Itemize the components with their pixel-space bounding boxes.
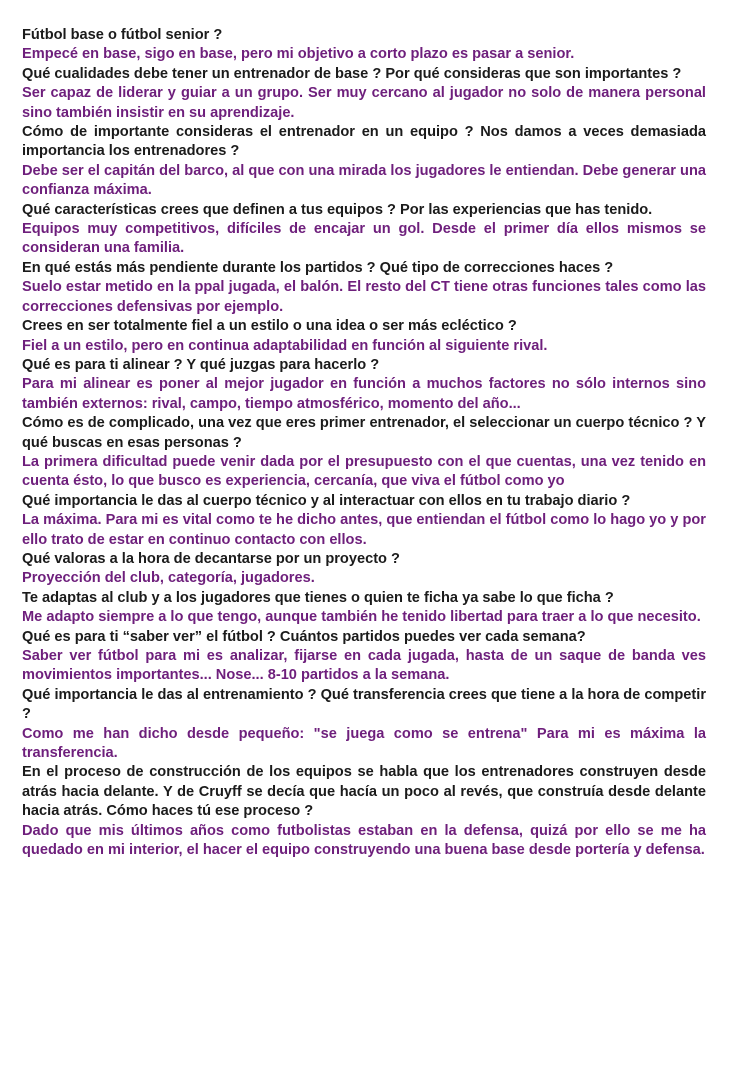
question-6: Crees en ser totalmente fiel a un estilo o una idea o ser más ecléctico ? [22,318,517,335]
answer-13: Como me han dicho desde pequeño: "se juega como se entrena" Para mi es máxima la transferencia. [22,725,706,762]
question-3: Cómo de importante consideras el entrenador en un equipo ? Nos damos a veces demasiada importancia los entrenadores ? [22,124,706,160]
question-4: Qué características crees que definen a tus equipos ? Por las experiencias que has tenido. [22,201,653,218]
question-8: Cómo es de complicado, una vez que eres primer entrenador, el seleccionar un cuerpo técnico ? Y qué buscas en esas personas ? [22,415,706,451]
answer-5: Suelo estar metido en la ppal jugada, el balón. El resto del CT tiene otras funciones tales como las correcciones defensivas por ejemplo. [22,279,706,315]
question-14: En el proceso de construcción de los equipos se habla que los entrenadores construyen desde atrás hacia delante. Y de Cruyff se decía que hacía un poco al revés, que construía desde delante hacia atrás. Cómo haces tú ese proceso ? [22,764,706,820]
answer-10: Proyección del club, categoría, jugadores. [22,570,315,587]
question-2: Qué cualidades debe tener un entrenador de base ? Por qué consideras que son importantes ? [22,65,682,82]
answer-3: Debe ser el capitán del barco, al que con una mirada los jugadores le entiendan. Debe generar una confianza máxima. [22,162,706,199]
answer-14: Dado que mis últimos años como futbolistas estaban en la defensa, quizá por ello se me ha quedado en mi interior, el hacer el equipo construyendo una buena base desde portería y defensa. [22,822,706,859]
question-13: Qué importancia le das al entrenamiento ? Qué transferencia crees que tiene a la hora de competir ? [22,686,706,723]
question-5: En qué estás más pendiente durante los partidos ? Qué tipo de correcciones haces ? [22,259,614,276]
question-9: Qué importancia le das al cuerpo técnico y al interactuar con ellos en tu trabajo diario ? [22,492,631,509]
question-10: Qué valoras a la hora de decantarse por un proyecto ? [22,550,400,567]
answer-11: Me adapto siempre a lo que tengo, aunque también he tenido libertad para traer a lo que necesito. [22,609,701,626]
answer-6: Fiel a un estilo, pero en continua adaptabilidad en función al siguiente rival. [22,337,548,354]
question-1: Fútbol base o fútbol senior ? [22,27,223,43]
answer-1: Empecé en base, sigo en base, pero mi objetivo a corto plazo es pasar a senior. [22,46,575,63]
interview-document [22,26,706,860]
question-12: Qué es para ti “saber ver” el fútbol ? Cuántos partidos puedes ver cada semana? [22,628,586,645]
answer-8: La primera dificultad puede venir dada por el presupuesto con el que cuentas, una vez tenido en cuenta ésto, lo que busco es experiencia, cercanía, que viva el fútbol como yo [22,453,706,490]
question-11: Te adaptas al club y a los jugadores que tienes o quien te ficha ya sabe lo que ficha ? [22,589,614,606]
answer-4: Equipos muy competitivos, difíciles de encajar un gol. Desde el primer día ellos mismos se consideran una familia. [22,221,706,257]
answer-12: Saber ver fútbol para mi es analizar, fijarse en cada jugada, hasta de un saque de banda ves movimientos importantes... Nose... 8-10 partidos a la semana. [22,648,706,684]
answer-7: Para mi alinear es poner al mejor jugador en función a muchos factores no sólo internos sino también externos: rival, campo, tiempo atmosférico, momento del año... [22,376,706,412]
answer-9: La máxima. Para mi es vital como te he dicho antes, que entiendan el fútbol como lo hago yo y por ello trato de estar en continuo contacto con ellos. [22,512,706,548]
question-7: Qué es para ti alinear ? Y qué juzgas para hacerlo ? [22,356,380,373]
answer-2: Ser capaz de liderar y guiar a un grupo. Ser muy cercano al jugador no solo de manera personal sino también insistir en su aprendizaje. [22,85,706,121]
